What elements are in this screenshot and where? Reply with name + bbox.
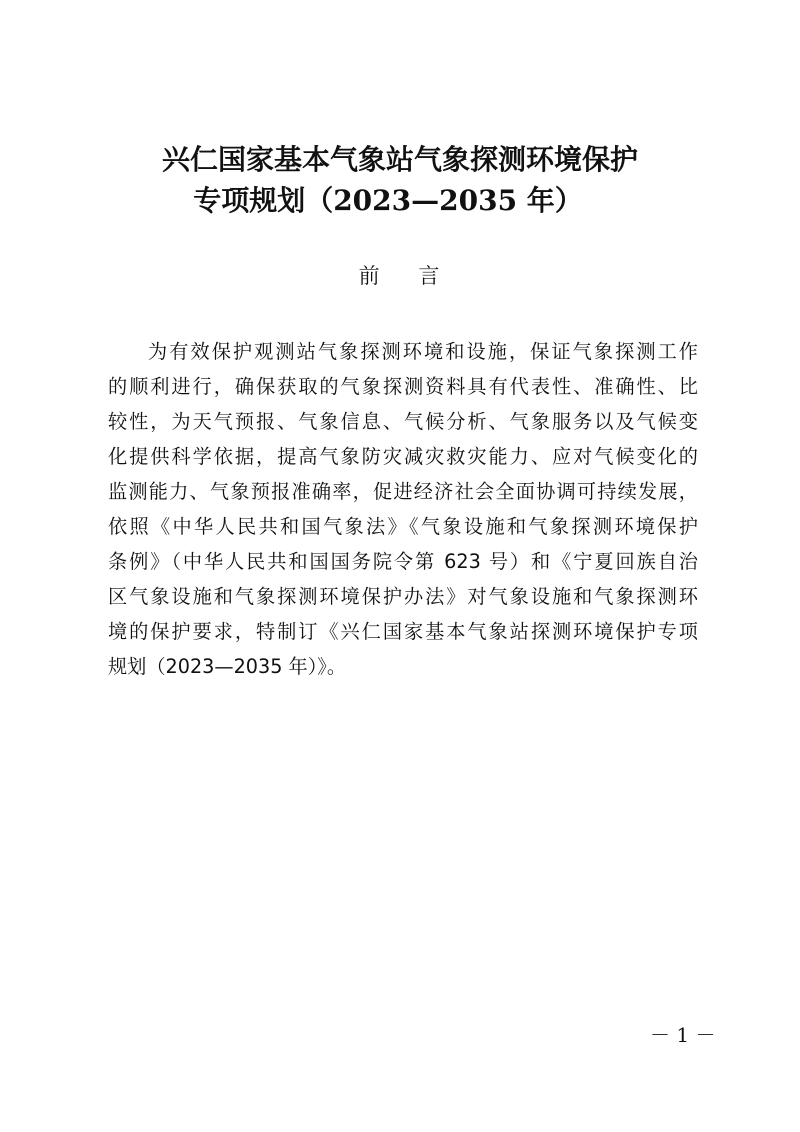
- page-number: － 1 －: [650, 1023, 716, 1047]
- paragraph-line: 为有效保护观测站气象探测环境和设施，保证气象探测工作: [148, 340, 698, 363]
- paragraph-line: 的顺利进行，确保获取的气象探测资料具有代表性、准确性、比: [108, 375, 698, 398]
- paragraph-line: 监测能力、气象预报准确率，促进经济社会全面协调可持续发展，: [108, 480, 698, 503]
- paragraph-line: 条例》（中华人民共和国国务院令第 623 号）和《宁夏回族自治: [108, 550, 698, 573]
- paragraph-line: 境的保护要求，特制订《兴仁国家基本气象站探测环境保护专项: [108, 620, 698, 643]
- paragraph-line: 化提供科学依据，提高气象防灾减灾救灾能力、应对气候变化的: [108, 445, 698, 468]
- paragraph-line: 区气象设施和气象探测环境保护办法》对气象设施和气象探测环: [108, 585, 698, 608]
- document-title-line-1: 兴仁国家基本气象站气象探测环境保护: [161, 143, 638, 176]
- section-heading: 前 言: [358, 264, 456, 288]
- paragraph-line: 依照《中华人民共和国气象法》《气象设施和气象探测环境保护: [108, 515, 698, 538]
- paragraph-line: 较性，为天气预报、气象信息、气候分析、气象服务以及气候变: [108, 410, 698, 433]
- document-title-line-2: 专项规划（2023—2035 年）: [193, 184, 583, 217]
- paragraph-line: 规划（2023—2035 年）》。: [108, 655, 347, 678]
